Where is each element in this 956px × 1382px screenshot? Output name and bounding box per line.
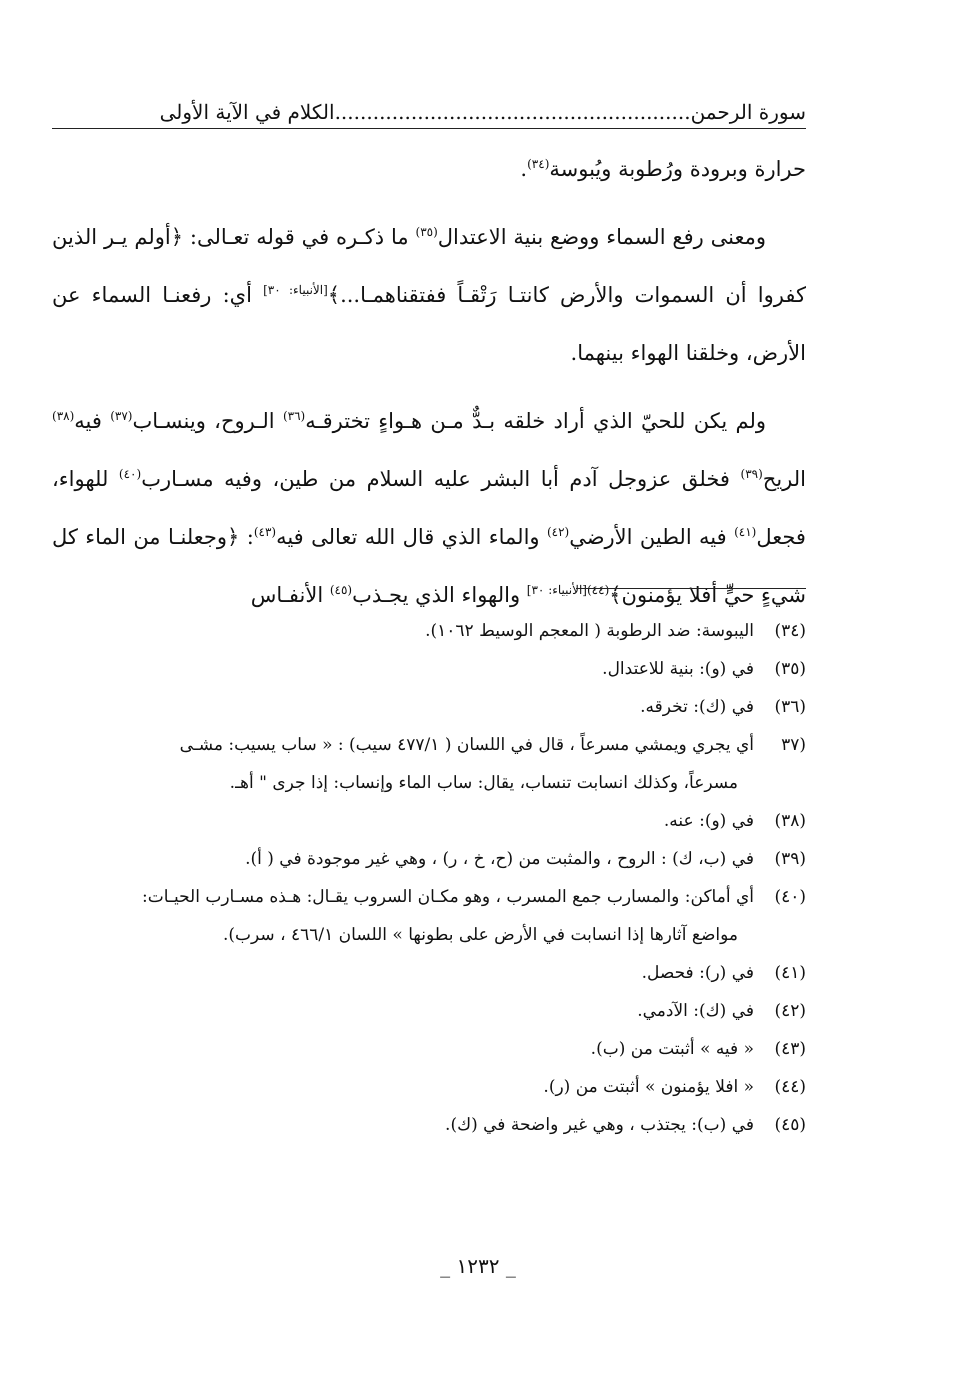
footnote-item xyxy=(52,954,806,992)
text-span: ولم يكن للحيّ الذي أراد خلقه بـدٌّ مـن هـواءٍ تخترقـه xyxy=(305,409,766,433)
text-span: ومعنى رفع السماء ووضع بنية الاعتدال xyxy=(437,225,766,249)
footnote-item xyxy=(52,1106,806,1144)
footnote-ref[interactable]: (٤٣) xyxy=(253,525,277,539)
footnote-item xyxy=(52,726,806,802)
page-number: _ ١٢٣٢ _ xyxy=(440,1254,516,1278)
footnote-text: في (ر): فحصل. xyxy=(641,963,754,983)
footnote-ref[interactable]: (٣٨) xyxy=(52,409,75,423)
footnote-number: (٣٨) xyxy=(774,811,806,831)
footnote-number: (٣٦) xyxy=(774,697,806,717)
footnote-ref[interactable]: (٤٤) xyxy=(586,583,610,597)
footnote-continuation: مسرعاً، وكذلك انسابت تنساب، يقال: ساب الماء وإنساب: إذا جرى " أهـ. xyxy=(229,773,738,793)
verse-citation: [الأنبياء: ٣٠] xyxy=(526,583,587,597)
footnote-continuation: مواضع آثارها إذا انسابت في الأرض على بطونها » اللسان ٤٦٦/١ ، سرب). xyxy=(223,925,738,945)
footnote-number: (٤٥) xyxy=(774,1115,806,1135)
footnote-ref[interactable]: (٣٥) xyxy=(415,225,438,239)
text-span: حرارة وبرودة ورُطوبة ويُبوسة xyxy=(549,157,806,181)
quran-quote: : ﴿وجعلنـا من الماء كل شيءٍ حيٍّ أفلا يؤمنون﴾ xyxy=(52,525,806,607)
footnote-item xyxy=(52,688,806,726)
footnote-text: في (و): بنية للاعتدال. xyxy=(602,659,754,679)
verse-citation: [الأنبياء: ٣٠] xyxy=(263,283,328,297)
header-surah-title xyxy=(160,100,806,124)
text-span: أي: رفعنـا السماء عن الأرض، وخلقنا الهواء بينهما. xyxy=(52,283,806,365)
text-span: للهواء، فجعل xyxy=(52,467,806,549)
footnote-number: (٤٣) xyxy=(774,1039,806,1059)
footnote-ref[interactable]: (٤٠) xyxy=(118,467,142,481)
footnote-text: في (ب): يجتذب ، وهي غير واضحة في (ك). xyxy=(445,1115,754,1135)
main-text xyxy=(52,140,806,624)
footnote-item xyxy=(52,1068,806,1106)
footnote-text: في (ب، ك) : الروح ، والمثبت من (ح، خ ، ر) ، وهي غير موجودة في ( أ). xyxy=(245,849,754,869)
quran-quote: ما ذكـره في قوله تعـالى: ﴿أولم يـر الذين كفروا أن السموات والأرض كانتـا رَتْقـاً ففتقناهمـا...﴾ xyxy=(52,225,806,307)
text-span: الريح xyxy=(762,467,806,491)
header-dots: ........................................................ xyxy=(334,100,691,124)
footnote-ref[interactable]: (٣٧) xyxy=(110,409,133,423)
footnote-text: « افلا يؤمنون » أثبتت من (ر). xyxy=(543,1077,754,1097)
footnote-text: اليبوسة: ضد الرطوبة ( المعجم الوسيط ١٠٦٢). xyxy=(425,621,754,641)
footnote-text: في (و): عنه. xyxy=(663,811,754,831)
text-span: والماء الذي قال الله تعالى فيه xyxy=(276,525,547,549)
footnote-separator xyxy=(576,588,806,589)
footnote-ref[interactable]: (٣٤) xyxy=(527,157,550,171)
text-span: الـروح، وينسـاب xyxy=(132,409,283,433)
paragraph-3 xyxy=(52,392,806,624)
text-span: فخلق عزوجل آدم أبا البشر عليه السلام من طين، وفيه مسـارب xyxy=(141,467,741,491)
footnote-number: (٣٥) xyxy=(774,659,806,679)
footnote-item xyxy=(52,612,806,650)
surah-name: سورة الرحمن xyxy=(690,100,806,124)
footnote-number: (٣٩) xyxy=(774,849,806,869)
footnote-text: « فيه » أثبتت من (ب). xyxy=(590,1039,754,1059)
footnote-item xyxy=(52,992,806,1030)
footnote-text: في (ك): الآدمي. xyxy=(637,1001,754,1021)
footnote-ref[interactable]: (٣٩) xyxy=(740,467,763,481)
footnote-number: (٣٧ xyxy=(781,735,806,755)
text-span: والهواء الذي يجـذب xyxy=(352,583,527,607)
footnote-number: (٣٤) xyxy=(774,621,806,641)
footnote-ref[interactable]: (٤١) xyxy=(734,525,757,539)
footnote-number: (٤٤) xyxy=(774,1077,806,1097)
section-title: الكلام في الآية الأولى xyxy=(159,100,335,124)
footnote-text: في (ك): تخرقه. xyxy=(640,697,754,717)
paragraph-2 xyxy=(52,208,806,382)
running-header xyxy=(52,88,806,129)
footnote-ref[interactable]: (٣٦) xyxy=(282,409,306,423)
text-span: فيه xyxy=(74,409,111,433)
footnote-text: أي يجري ويمشي مسرعاً ، قال في اللسان ( ٤٧٧/١ سيب) : « ساب يسيب: مشـى xyxy=(179,735,754,755)
footnote-item xyxy=(52,802,806,840)
footnote-number: (٤٢) xyxy=(774,1001,806,1021)
paragraph-1: حرارة وبرودة ورُطوبة ويُبوسة$^{(٣٤)}$. xyxy=(520,157,806,181)
footnote-item xyxy=(52,840,806,878)
footnote-number: (٤١) xyxy=(774,963,806,983)
footnote-item xyxy=(52,878,806,954)
footnote-item xyxy=(52,1030,806,1068)
text-span: الأنفـاس xyxy=(250,583,330,607)
footnote-ref[interactable]: (٤٢) xyxy=(546,525,570,539)
footnote-ref[interactable]: (٤٥) xyxy=(329,583,353,597)
footnote-number: (٤٠) xyxy=(774,887,806,907)
footnote-item xyxy=(52,650,806,688)
text-span: فيه الطين الأرضي xyxy=(569,525,735,549)
footnote-text: أي أماكن: والمسارب جمع المسرب ، وهو مكـان السروب يقـال: هـذه مسـارب الحيـات: xyxy=(142,887,754,907)
footnotes xyxy=(52,612,806,1144)
